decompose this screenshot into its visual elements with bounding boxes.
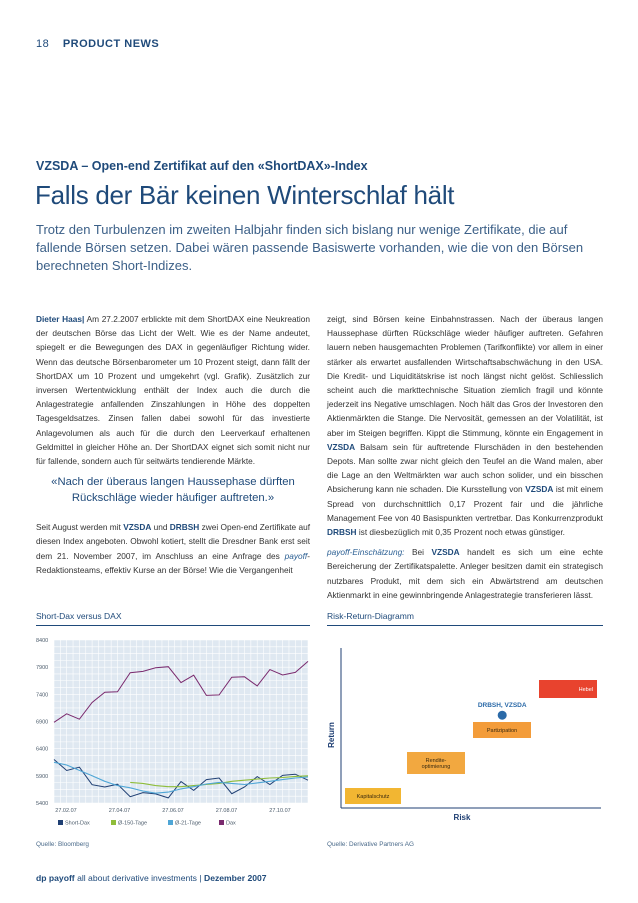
legend-swatch: [58, 820, 63, 825]
category-label: Rendite-optimierung: [421, 757, 451, 771]
assessment-label: payoff-Einschätzung:: [327, 547, 405, 558]
legend-swatch: [111, 820, 116, 825]
payoff-mention: payoff: [284, 550, 308, 561]
paragraph-main-continued: zeigt, sind Börsen keine Einbahnstrassen. Nach der überaus langen Haussephase dürften Rückschläge wieder häufiger auftreten. Gefahren lauern neben hausgemachten Problemen (Tarifkonflikte) vor allem in einer stärker als erwartet ausfallenden Wirtschaftsabschwächung in den USA. Die Kredit- und Liquiditätskrise ist noch längst nicht gelöst. Schliesslich scheint auch die markttechnische Situation ziemlich fragil und könnte jederzeit ins Negative umschlagen. Noch hält das Gros der Investoren den Aktienmärkten die Stange. Die Nervosität, gemessen an der Volatilität, ist aber im Steigen begriffen. Kippt die Stimmung, könnte ein Engagement in VZSDA Balsam sein für auftretende Flurschäden in den bestehenden Depots. Man sollte zwar nicht gleich den Teufel an die Wand malen, aber die Lage an den Weltmärkten war auch schon solider, und ein bisschen Absicherung kann nie schaden. Die Kursstellung von VZSDA ist mit einem Spread von durchschnittlich 0,17 Prozent fair und die jährliche Management Fee von 40 Basispunkten vertretbar. Das Konkurrenzprodukt DRBSH ist diesbezüglich mit 0,35 Prozent noch etwas günstiger.: [327, 314, 604, 538]
footer-brand: dp payoff: [36, 873, 75, 883]
legend-label: Ø-150-Tage: [118, 820, 148, 827]
article-kicker: VZSDA – Open-end Zertifikat auf den «ShortDAX»-Index: [36, 159, 368, 173]
figure-title-left: Short-Dax versus DAX: [36, 611, 122, 621]
x-tick-label: 27.10.07: [269, 808, 291, 814]
y-tick-label: 6900: [36, 719, 49, 726]
y-tick-label: 7400: [36, 692, 49, 699]
paragraph-intro: Dieter Haas| Am 27.2.2007 erblickte mit dem ShortDAX eine Neukreation der deutschen Börse das Licht der Welt. Wie es der Name andeutet, spiegelt er die Bewegungen des DAX in gegenläufiger Richtung wider. Wenn das deutsche Börsenbarometer um 10 Prozent steigt, dann fällt der ShortDAX um 10 Prozent und umgekehrt (vgl. Grafik). Zusätzlich zur inversen Wertentwicklung enthält der Index auch die durch die Anlagestrategie anfallenden Zinszahlungen in Höhe des doppelten Tagesgeldsatzes. Zinsen fallen dabei sowohl für das investierte Anlagevolumen als auch für die durch den Leerverkauf erhaltenen Geldmittel in gleicher Höhe an. Der ShortDAX eignet sich somit nicht nur für fallende, sondern auch für seitwärts tendierende Märkte.: [36, 314, 310, 467]
risk-return-chart: [327, 630, 603, 835]
legend-swatch: [168, 820, 173, 825]
source-left: Quelle: Bloomberg: [36, 841, 89, 848]
page-number: 18: [36, 38, 50, 50]
article-lead: Trotz den Turbulenzen im zweiten Halbjahr finden sich bislang nur wenige Zertifikate, die auf fallende Börsen setzen. Dabei wären passende Basiswerte vorhanden, wie die von den Börsen berechneten Short-Indizes.: [36, 222, 584, 273]
paragraph-intro-body: Am 27.2.2007 erblickte mit dem ShortDAX eine Neukreation der deutschen Börse das Licht der Welt. Wie es der Name andeutet, spiegelt er die Bewegungen des DAX in gegenläufiger Richtung wider. Wenn das deutsche Börsenbarometer um 10 Prozent steigt, dann fällt der ShortDAX um 10 Prozent und umgekehrt (vgl. Grafik). Zusätzlich zur inversen Wertentwicklung enthält der Index auch die durch die Anlagestrategie anfallenden Zinszahlungen in Höhe des doppelten Tagesgeldsatzes. Zinsen fallen dabei sowohl für das investierte Anlagevolumen als auch für die durch den Leerverkauf erhaltenen Geldmittel in gleicher Höhe an. Der ShortDAX eignet sich somit nicht nur für fallende, sondern auch für seitwärts tendierende Märkte.: [36, 314, 310, 467]
product-code: VZSDA: [327, 441, 356, 452]
x-tick-label: 27.06.07: [162, 808, 184, 814]
x-tick-label: 27.04.07: [108, 808, 131, 814]
figure-title-right: Risk-Return-Diagramm: [327, 611, 414, 621]
text-column-left: [36, 312, 310, 583]
source-right: Quelle: Derivative Partners AG: [327, 841, 415, 848]
y-tick-label: 5900: [36, 773, 49, 780]
y-tick-label: 6400: [36, 746, 49, 753]
legend-label: Dax: [226, 820, 236, 827]
data-point-marker: [498, 711, 507, 720]
pull-quote: «Nach der überaus langen Haussephase dürften Rückschläge wieder häufiger auftreten.»: [51, 476, 295, 505]
product-code: DRBSH: [169, 522, 200, 533]
category-label: Kapitalschutz: [356, 794, 390, 800]
footer-tagline: all about derivative investments: [77, 873, 197, 883]
data-point-label: DRBSH, VZSDA: [477, 702, 527, 710]
x-tick-label: 27.02.07: [55, 808, 77, 814]
article-headline: Falls der Bär keinen Winterschlaf hält: [35, 180, 455, 210]
y-tick-label: 5400: [36, 801, 49, 807]
legend-label: Short-Dax: [65, 820, 90, 827]
page-footer: [36, 873, 267, 883]
figure-rule-right: [327, 625, 603, 626]
shortdax-dax-chart: [36, 630, 312, 835]
footer-separator: |: [199, 873, 202, 883]
section-title: PRODUCT NEWS: [62, 38, 160, 50]
category-label: Hebel: [578, 687, 593, 693]
product-code: DRBSH: [327, 527, 357, 538]
legend-swatch: [219, 820, 224, 825]
x-tick-label: 27.08.07: [215, 808, 238, 814]
footer-date: Dezember 2007: [203, 873, 267, 883]
paragraph-assessment: payoff-Einschätzung: Bei VZSDA handelt es sich um eine echte Bereicherung der Zertifikatspalette. Anleger besitzen damit ein strategisch nutzbares Produkt, mit dem sich ein Abwärtstrend am deutschen Aktienmarkt in eine gewinnbringende Anlagestrategie transferieren lässt.: [327, 547, 603, 600]
x-axis-label: Risk: [453, 813, 471, 822]
page-header: [36, 38, 159, 50]
product-code: VZSDA: [123, 522, 152, 533]
paragraph-main-start: Seit August werden mit VZSDA und DRBSH zwei Open-end Zertifikate auf diesen Index angeboten. Obwohl kotiert, stellt die Dresdner Bank erst seit dem 21. November 2007, im Anschluss an eine Anfrage des payoff-Redaktionsteams, effektiv Kurse an der Börse! Wie die Vergangenheit: [36, 522, 310, 575]
y-axis-label: Return: [327, 722, 336, 748]
category-label: Partizipation: [486, 728, 518, 734]
product-code: VZSDA: [525, 484, 554, 495]
y-tick-label: 7900: [36, 665, 49, 672]
figure-rule-left: [36, 625, 310, 626]
author-name: Dieter Haas: [36, 314, 83, 324]
legend-label: Ø-21-Tage: [175, 820, 201, 827]
text-column-right: [327, 312, 603, 608]
y-tick-label: 8400: [36, 638, 49, 644]
product-code: VZSDA: [431, 547, 460, 558]
